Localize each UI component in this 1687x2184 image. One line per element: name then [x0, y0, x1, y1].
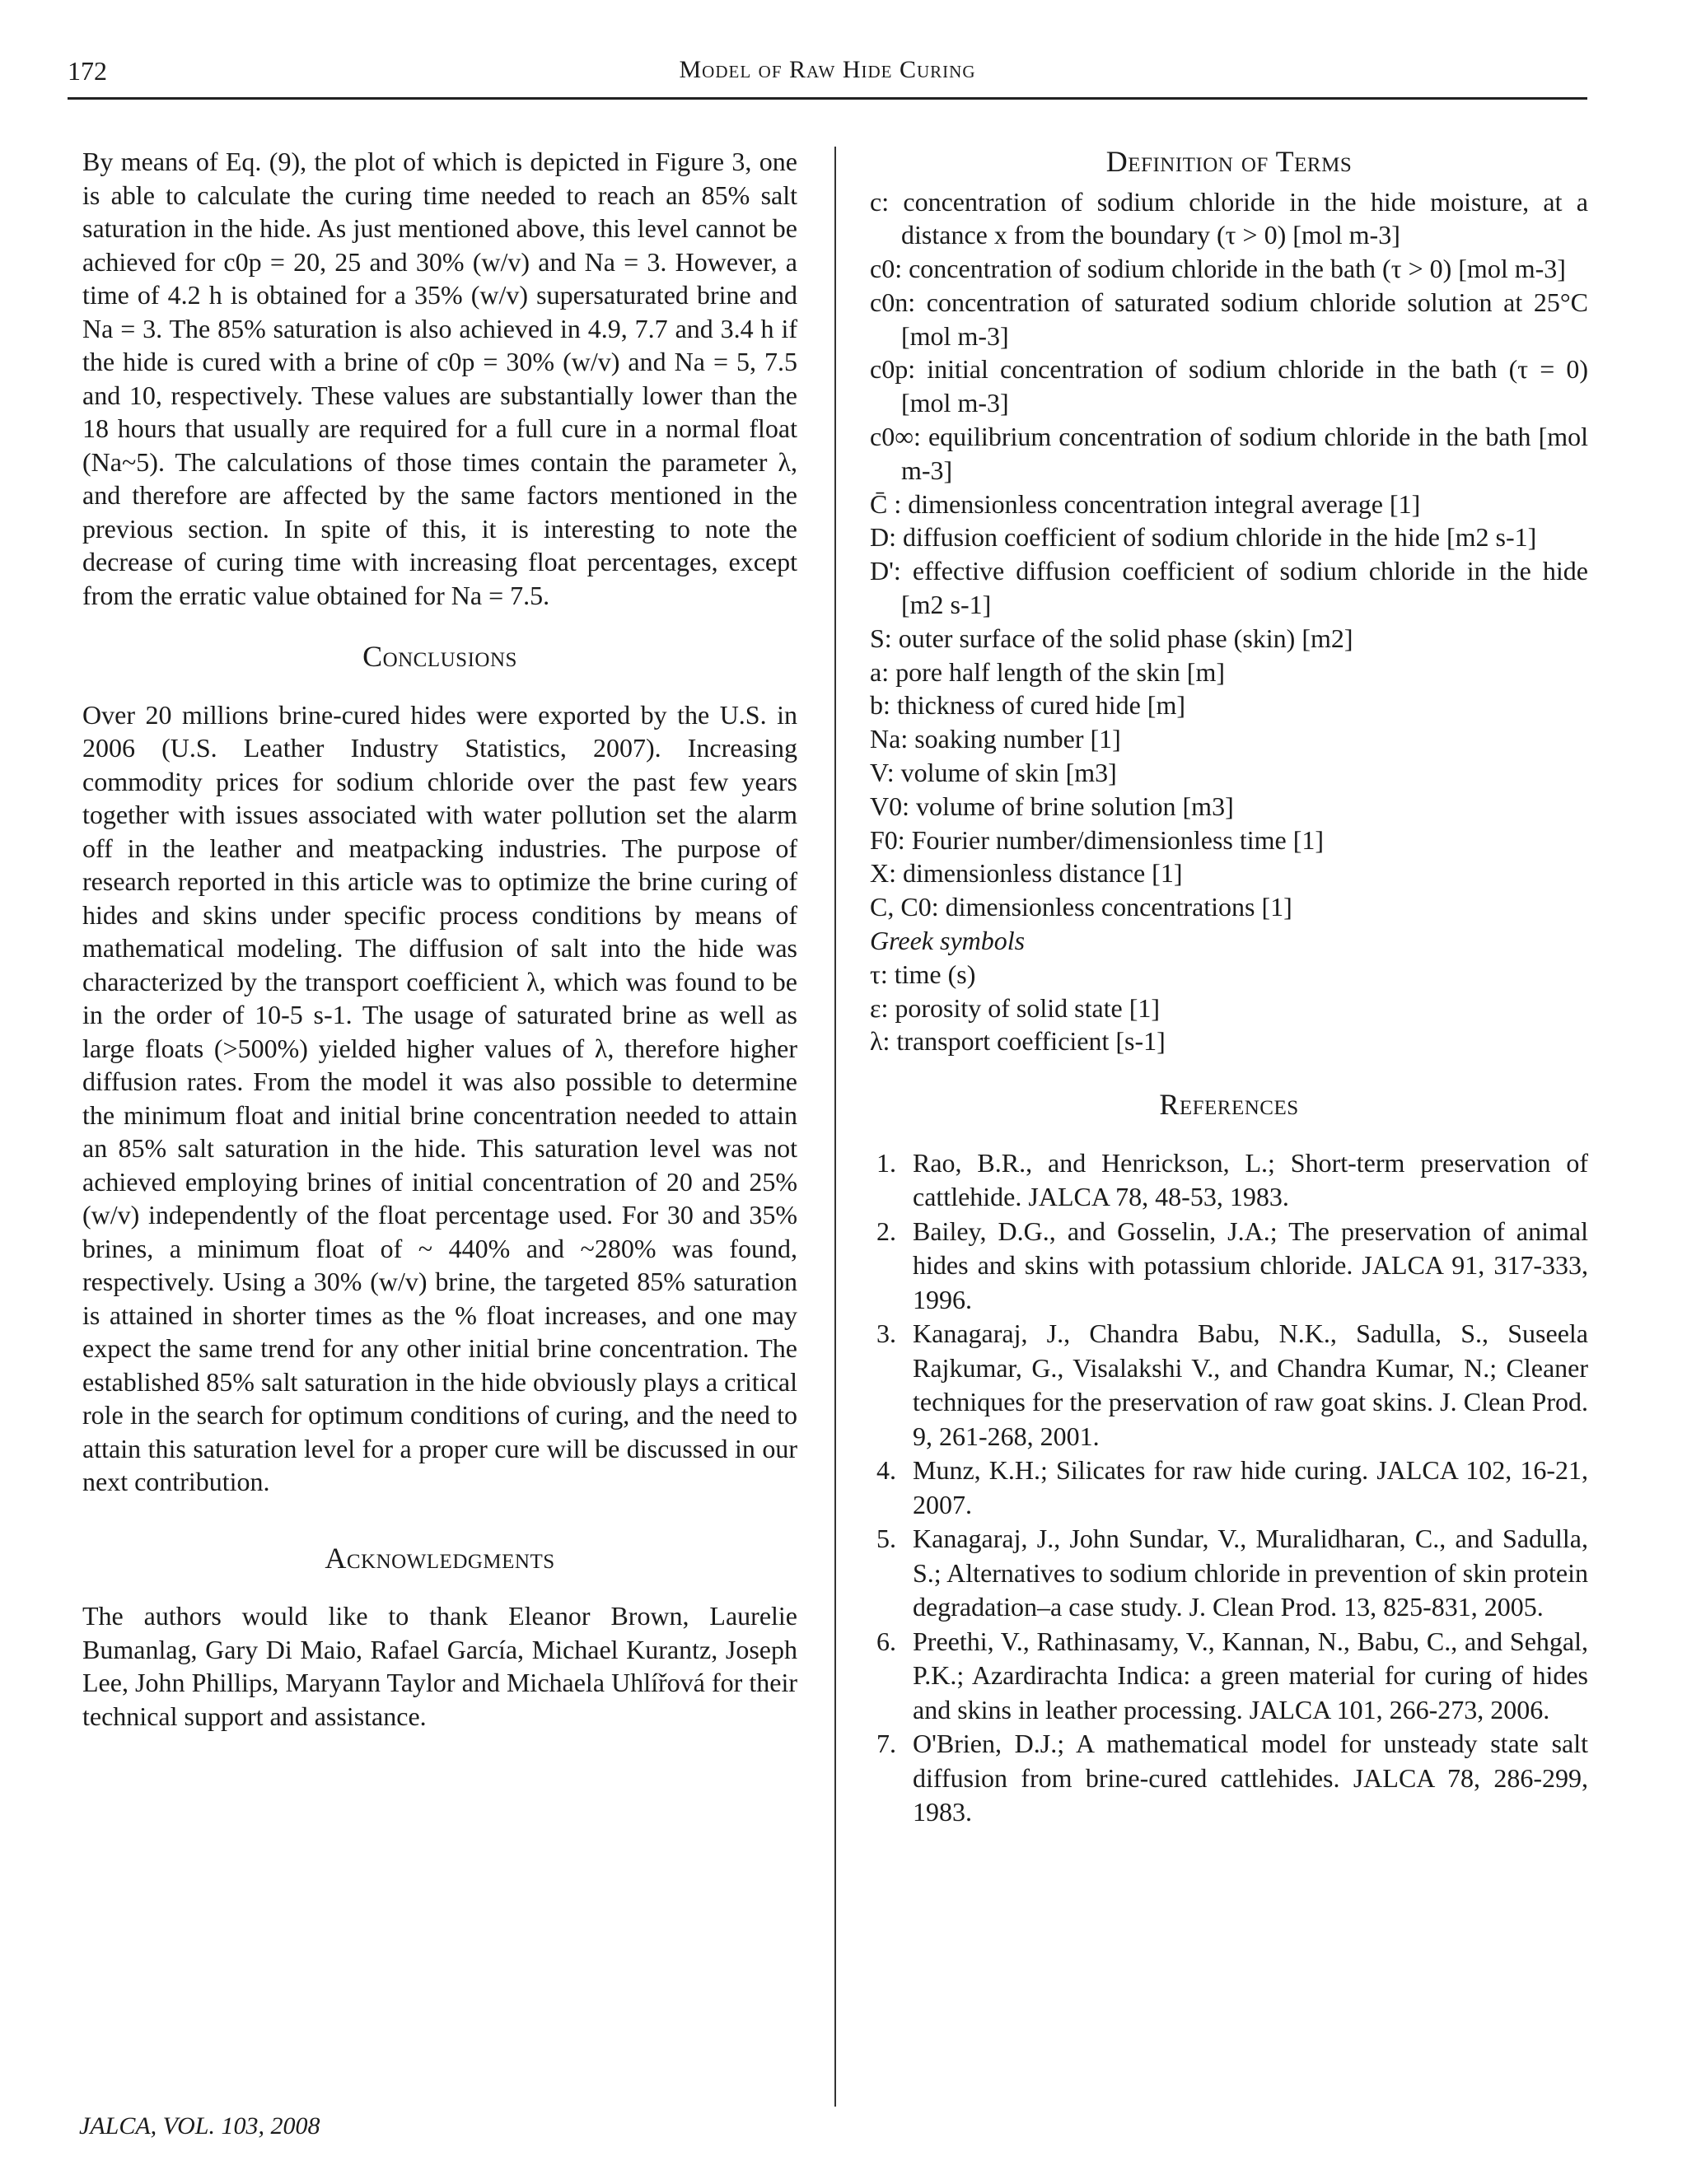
definition-item: V0: volume of brine solution [m3]: [870, 791, 1234, 821]
conclusions-heading: Conclusions: [362, 640, 517, 673]
reference-number: 3.: [876, 1318, 896, 1349]
reference-number: 2.: [876, 1216, 896, 1246]
reference-text: Preethi, V., Rathinasamy, V., Kannan, N., Babu, C., and Sehgal, P.K.; Azardirachta Indica: a green material for curing of hides and skins in leather processing. JALCA 101, 266-273, 2006.: [913, 1626, 1588, 1724]
reference-text: Rao, B.R., and Henrickson, L.; Short-term preservation of cattlehide. JALCA 78, 48-53, 1983.: [913, 1147, 1588, 1212]
reference-item: [870, 1454, 1588, 1522]
definition-item: c0∞: equilibrium concentration of sodium chloride in the bath [mol m-3]: [870, 422, 1588, 485]
definition-item: C̄ : dimensionless concentration integral average [1]: [870, 488, 1421, 519]
greek-symbols-heading: Greek symbols: [870, 926, 1026, 956]
greek-definition-item: λ: transport coefficient [s-1]: [870, 1026, 1166, 1057]
reference-item: [870, 1146, 1588, 1215]
definition-item: c0p: initial concentration of sodium chloride in the bath (τ = 0) [mol m-3]: [870, 354, 1588, 418]
reference-number: 5.: [876, 1524, 896, 1554]
intro-paragraph: By means of Eq. (9), the plot of which is depicted in Figure 3, one is able to calculate the curing time needed to reach an 85% salt saturation in the hide. As just mentioned above, this level cannot be achieved for c0p = 20, 25 and 30% (w/v) and Na = 3. However, a time of 4.2 h is obtained for a 35% (w/v) supersaturated brine and Na = 3. The 85% saturation is also achieved in 4.9, 7.7 and 3.4 h if the hide is cured with a brine of c0p = 30% (w/v) and Na = 5, 7.5 and 10, respectively. These values are substantially lower than the 18 hours that usually are required for a full cure in a normal float (Na~5). The calculations of those times contain the parameter λ, and therefore are affected by the same factors mentioned in the previous section. In spite of this, it is interesting to note the decrease of curing time with increasing float percentages, except from the erratic value obtained for Na = 7.5.: [82, 147, 797, 610]
greek-definition-item: τ: time (s): [870, 959, 976, 989]
column-divider: [834, 147, 836, 2107]
footer-journal-citation: JALCA, VOL. 103, 2008: [79, 2112, 320, 2140]
reference-text: Kanagaraj, J., Chandra Babu, N.K., Sadulla, S., Suseela Rajkumar, G., Visalakshi V., and Chandra Kumar, N.; Cleaner techniques for the preservation of raw goat skins. J. Clean Prod. 9, 261-268, 2001.: [913, 1318, 1588, 1451]
definition-item: c0n: concentration of saturated sodium chloride solution at 25°C [mol m-3]: [870, 287, 1588, 351]
references-heading: References: [1159, 1088, 1299, 1122]
reference-number: 6.: [876, 1626, 896, 1656]
greek-definition-item: ε: porosity of solid state [1]: [870, 992, 1161, 1023]
definition-item: D': effective diffusion coefficient of sodium chloride in the hide [m2 s-1]: [870, 556, 1588, 620]
reference-number: 4.: [876, 1455, 896, 1486]
definitions-list: [870, 185, 1588, 1059]
reference-text: Kanagaraj, J., John Sundar, V., Muralidharan, C., and Sadulla, S.; Alternatives to sodium chloride in prevention of skin protein degradation–a case study. J. Clean Prod. 13, 825-831, 2005.: [913, 1524, 1588, 1622]
reference-item: [870, 1215, 1588, 1318]
right-column: [870, 145, 1588, 1830]
page-number: 172: [68, 56, 107, 86]
conclusions-paragraph: Over 20 millions brine-cured hides were exported by the U.S. in 2006 (U.S. Leather Industry Statistics, 2007). Increasing commodity prices for sodium chloride over the past few years together with issues associated with water pollution set the alarm off in the leather and meatpacking industries. The purpose of research reported in this article was to optimize the brine curing of hides and skins under specific process conditions by means of mathematical modeling. The diffusion of salt into the hide was characterized by the transport coefficient λ, which was found to be in the order of 10-5 s-1. The usage of saturated brine as well as large floats (>500%) yielded higher values of λ, therefore higher diffusion rates. From the model it was also possible to determine the minimum float and initial brine concentration needed to attain an 85% salt saturation in the hide. This saturation level was not achieved employing brines of initial concentration of 20 and 25% (w/v) independently of the float percentage used. For 30 and 35% brines, a minimum float of ~ 440% and ~280% was found, respectively. Using a 30% (w/v) brine, the targeted 85% saturation is attained in shorter times as the % float increases, and one may expect the same trend for any other initial brine concentration. The established 85% salt saturation in the hide obviously plays a critical role in the search for optimum conditions of curing, and the need to attain this saturation level for a proper cure will be discussed in our next contribution.: [82, 699, 797, 1496]
definition-item: C, C0: dimensionless concentrations [1]: [870, 892, 1292, 922]
definition-item: b: thickness of cured hide [m]: [870, 690, 1185, 721]
reference-item: [870, 1727, 1588, 1830]
left-column: [82, 145, 797, 1733]
acknowledgments-heading: Acknowledgments: [325, 1541, 555, 1575]
reference-text: O'Brien, D.J.; A mathematical model for unsteady state salt diffusion from brine-cured cattlehides. JALCA 78, 286-299, 1983.: [913, 1729, 1588, 1827]
definition-item: X: dimensionless distance [1]: [870, 858, 1183, 889]
definition-item: c: concentration of sodium chloride in the hide moisture, at a distance x from the boundary (τ > 0) [mol m-3]: [870, 186, 1588, 250]
reference-text: Bailey, D.G., and Gosselin, J.A.; The preservation of animal hides and skins with potassium chloride. JALCA 91, 317-333, 1996.: [913, 1216, 1588, 1314]
acknowledgments-paragraph: The authors would like to thank Eleanor Brown, Laurelie Bumanlag, Gary Di Maio, Rafael García, Michael Kurantz, Joseph Lee, John Phillips, Maryann Taylor and Michaela Uhlířová for their technical support and assistance.: [82, 1601, 797, 1731]
reference-item: [870, 1317, 1588, 1454]
running-title: Model of Raw Hide Curing: [679, 56, 976, 83]
definition-item: D: diffusion coefficient of sodium chloride in the hide [m2 s-1]: [870, 522, 1537, 553]
reference-number: 1.: [876, 1147, 896, 1178]
reference-item: [870, 1522, 1588, 1625]
definitions-heading: Definition of Terms: [1105, 145, 1353, 178]
reference-item: [870, 1625, 1588, 1728]
references-list: [870, 1146, 1588, 1830]
definition-item: c0: concentration of sodium chloride in the bath (τ > 0) [mol m-3]: [870, 254, 1566, 284]
definition-item: a: pore half length of the skin [m]: [870, 656, 1225, 687]
definition-item: F0: Fourier number/dimensionless time [1]: [870, 824, 1325, 855]
definition-item: Na: soaking number [1]: [870, 724, 1121, 754]
definition-item: S: outer surface of the solid phase (skin) [m2]: [870, 623, 1353, 653]
reference-text: Munz, K.H.; Silicates for raw hide curing. JALCA 102, 16-21, 2007.: [913, 1455, 1588, 1519]
page-header: [68, 54, 1587, 100]
definition-item: V: volume of skin [m3]: [870, 758, 1117, 788]
reference-number: 7.: [876, 1729, 896, 1759]
